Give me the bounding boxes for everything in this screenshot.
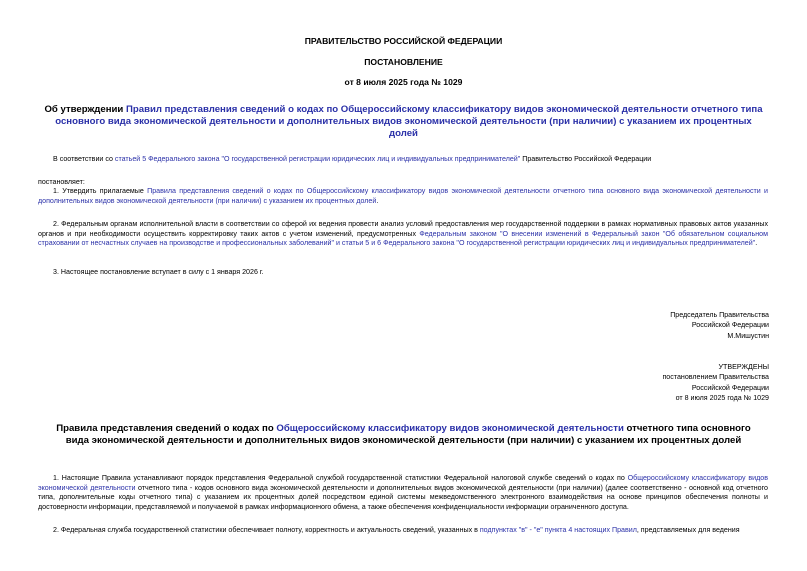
rule-2-subitems-link[interactable]: подпунктах "в" - "е" пункта 4 настоящих Правил: [479, 526, 637, 534]
rule-1: [38, 474, 768, 512]
preamble-text-2: Правительство Российской Федерации: [520, 155, 652, 163]
doc-type-heading: ПОСТАНОВЛЕНИЕ: [364, 57, 443, 67]
preamble: [38, 155, 768, 165]
date-line: от 8 июля 2025 года № 1029: [344, 77, 463, 87]
rule-1-text-2: отчетного типа - кодов основного вида экономической деятельности и дополнительных видов экономической деятельности (при наличии) (далее соответственно - основной код отчетного типа, дополнительные коды отчетного типа) с указанием их процентных долей посредством единой системы межведомственного электронного взаимодействия на основе принципов обеспечения полноты и достоверности информации, представляемой и получаемой в рамках информационного обмена, а также обеспечения конфиденциальности информации ограниченного доступа.: [38, 483, 769, 511]
approval-line-3: Российской Федерации: [691, 383, 769, 392]
approval-line-1: УТВЕРЖДЕНЫ: [718, 363, 769, 371]
item-1: [38, 187, 768, 206]
government-heading: ПРАВИТЕЛЬСТВО РОССИЙСКОЙ ФЕДЕРАЦИИ: [304, 36, 503, 46]
decrees-word: постановляет:: [38, 178, 85, 186]
rule-2: [38, 526, 768, 536]
item-2-text-1: 2. Федеральным органам исполнительной власти в соответствии со сферой их ведения провести анализ условий предоставления мер государственной поддержки в рамках нормативных правовых актов указанных органов и при необходимости осуществить корректировку таких актов с учетом изменений, предусмотренных: [38, 220, 768, 238]
item-3-text: 3. Настоящее постановление вступает в силу с 1 января 2026 г.: [53, 268, 264, 276]
item-2: [38, 220, 768, 249]
signature-block: [670, 310, 769, 341]
title-prefix: Об утверждении: [44, 104, 126, 115]
signature-name: М.Мишустин: [727, 331, 769, 340]
rule-2-text-2: , представляемых для ведения: [636, 526, 740, 534]
preamble-text-1: В соответствии со: [53, 155, 115, 163]
rule-1-okved-link[interactable]: Общероссийскому классификатору видов экономической деятельности: [38, 474, 768, 492]
rules-title-okved-link[interactable]: Общероссийскому классификатору видов экономической деятельности: [276, 423, 624, 434]
approval-block: [662, 362, 769, 404]
item-2-text-2: .: [755, 239, 758, 248]
item-2-law-link[interactable]: Федеральным законом "О внесении изменений в Федеральный закон "Об обязательном социальном страховании от несчастных случаев на производстве и профессиональных заболеваний" и статьи 5 и 6 Федерального закона "О государственной регистрации юридических лиц и индивидуальных предпринимателей": [38, 229, 768, 248]
title-rules-link[interactable]: Правил представления сведений о кодах по Общероссийскому классификатору видов экономической деятельности отчетного типа основного вида экономической деятельности и дополнительных видов экономической деятельности (при наличии) с указанием их процентных долей: [55, 104, 763, 139]
signature-line-1: Председатель Правительства: [670, 311, 769, 319]
rule-2-text-1: 2. Федеральная служба государственной статистики обеспечивает полноту, корректность и актуальность сведений, указанных в: [53, 526, 480, 534]
preamble-law-link[interactable]: статьей 5 Федерального закона "О государственной регистрации юридических лиц и индивидуальных предпринимателей": [114, 155, 521, 163]
item-3: [38, 268, 768, 278]
rules-title-text-2: отчетного типа основного вида экономической деятельности и дополнительных видов экономической деятельности (при наличии) с указанием их процентных долей: [65, 423, 751, 446]
rules-title: [55, 423, 752, 447]
item-1-rules-link[interactable]: Правила представления сведений о кодах по Общероссийскому классификатору видов экономической деятельности отчетного типа основного вида экономической деятельности и дополнительных видов экономической деятельности (при наличии) с указанием их процентных долей: [38, 187, 768, 205]
item-1-text-1: 1. Утвердить прилагаемые: [53, 187, 148, 195]
rules-title-text-1: Правила представления сведений о кодах по: [56, 423, 277, 434]
document-title: [40, 104, 767, 140]
signature-line-2: Российской Федерации: [691, 321, 769, 330]
approval-line-2: постановлением Правительства: [662, 373, 769, 382]
approval-line-4: от 8 июля 2025 года № 1029: [675, 394, 769, 403]
item-1-text-2: .: [376, 196, 379, 205]
rule-1-text-1: 1. Настоящие Правила устанавливают порядок представления Федеральной службой государственной статистики Федеральной налоговой службе сведений о кодах по: [53, 474, 628, 482]
